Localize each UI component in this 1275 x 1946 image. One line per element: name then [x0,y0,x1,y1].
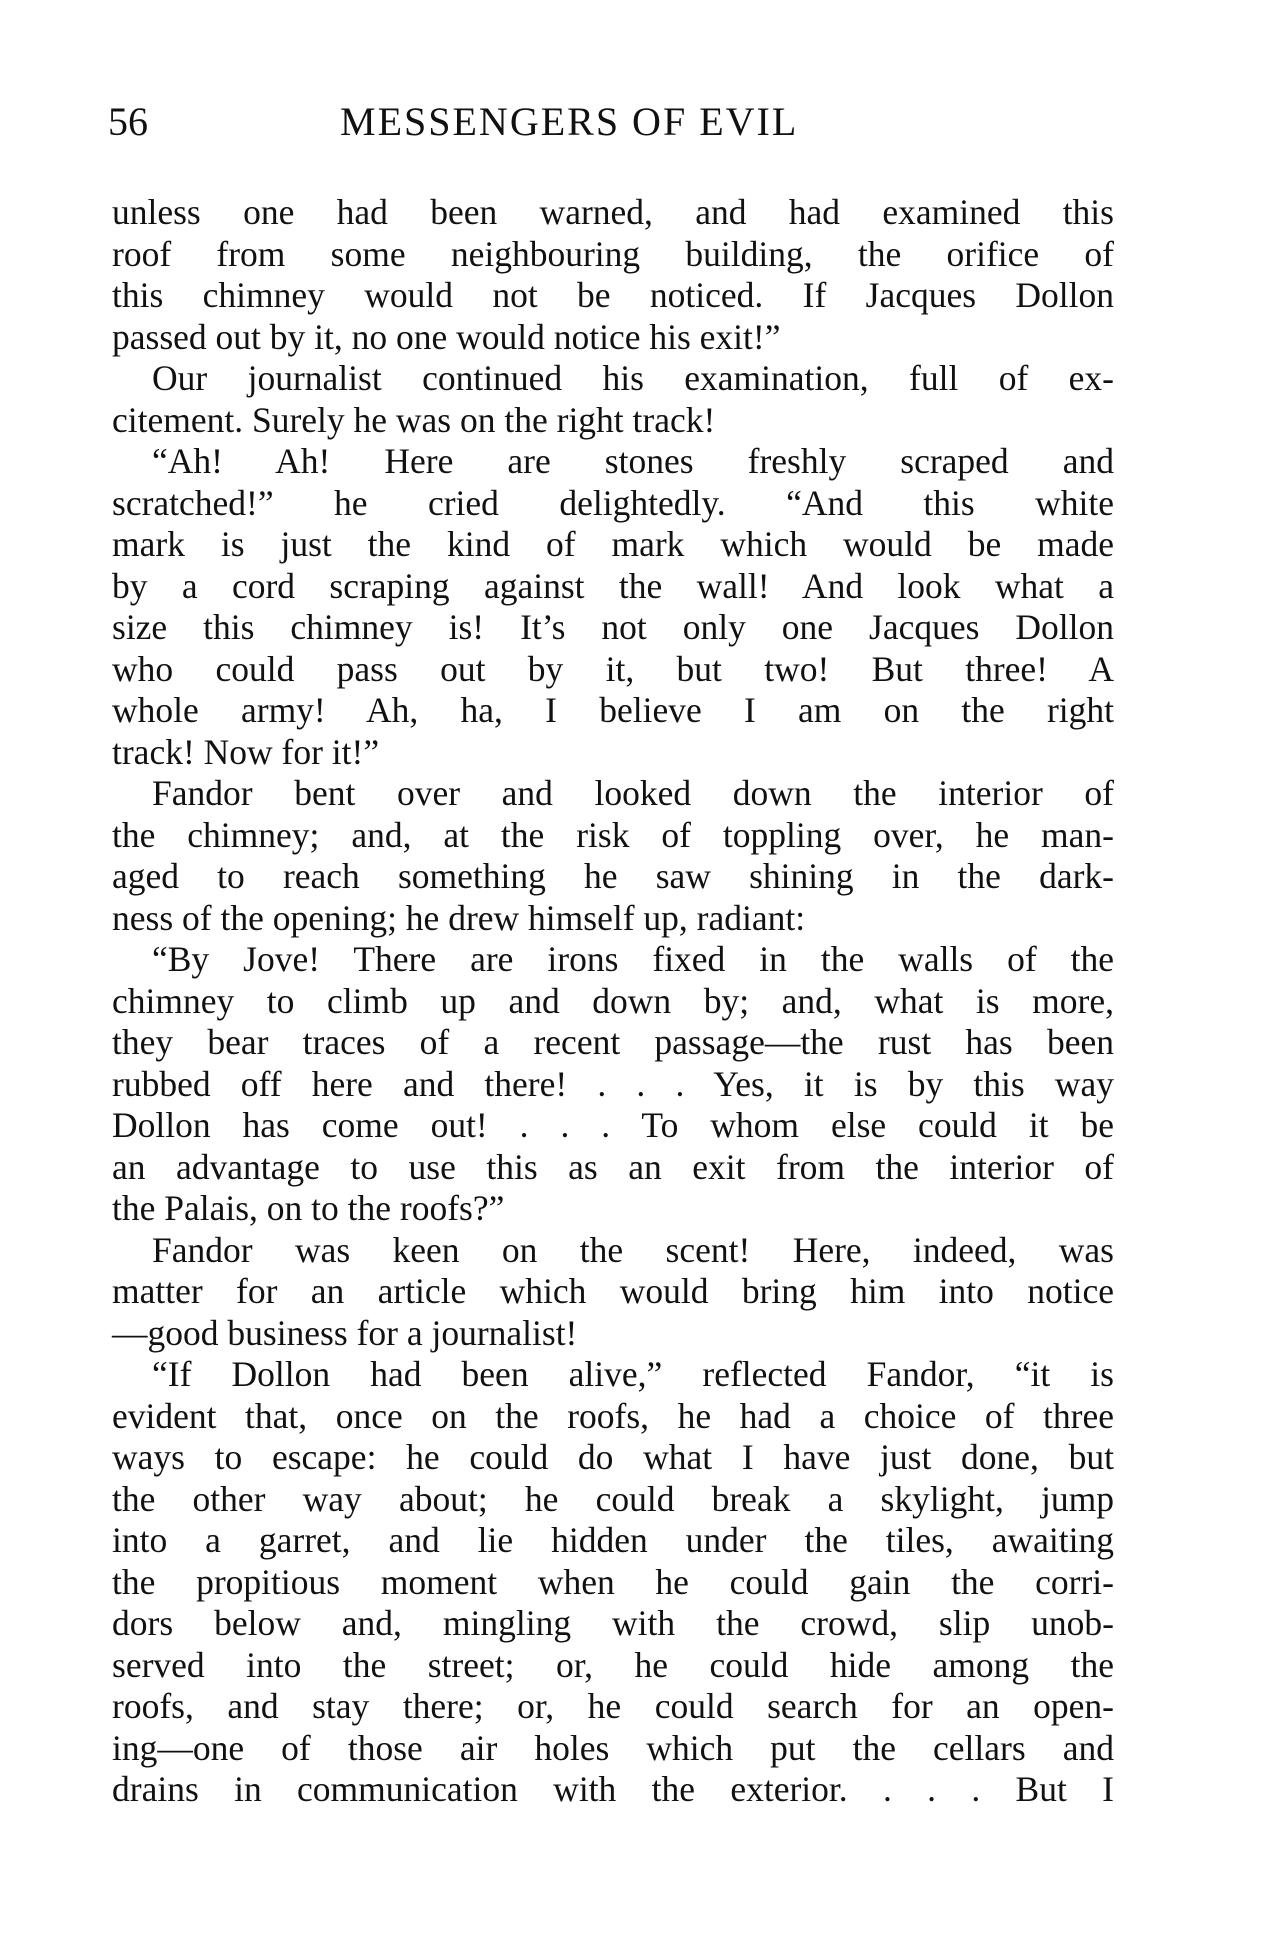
body-text [112,192,1114,1811]
running-title: MESSENGERS OF EVIL [340,99,799,144]
text-line: aged to reach something he saw shining in the dark- [112,856,1114,896]
text-line: dors below and, mingling with the crowd, slip unob- [112,1603,1114,1643]
page-header [108,92,1118,152]
text-line: served into the street; or, he could hide among the [112,1644,1114,1685]
text-line: by a cord scraping against the wall! And look what a [112,565,1114,606]
text-line: ing—one of those air holes which put the cellars and [112,1727,1114,1768]
text-line: chimney to climb up and down by; and, what is more, [112,980,1114,1021]
text-line: ways to escape: he could do what I have just done, but [112,1437,1114,1477]
text-line: an advantage to use this as an exit from the interior of [112,1146,1114,1187]
text-line: whole army! Ah, ha, I believe I am on the right [112,690,1114,730]
text-line: drains in communication with the exterior. . . . But I [112,1769,1114,1809]
page-number: 56 [108,99,148,144]
text-line: into a garret, and lie hidden under the tiles, awaiting [112,1520,1114,1560]
text-line: “By Jove! There are irons fixed in the walls of the [152,939,1114,979]
text-line: roofs, and stay there; or, he could search for an open- [112,1686,1114,1726]
text-line: Our journalist continued his examination, full of ex- [152,358,1114,398]
text-line: this chimney would not be noticed. If Jacques Dollon [112,275,1114,315]
text-line: the chimney; and, at the risk of toppling over, he man- [112,814,1114,855]
text-line: Fandor bent over and looked down the interior of [152,773,1114,813]
text-line: passed out by it, no one would notice his exit!” [112,316,781,357]
text-line: the other way about; he could break a skylight, jump [112,1478,1114,1519]
text-line: citement. Surely he was on the right track! [112,399,716,440]
text-line: ness of the opening; he drew himself up, radiant: [112,897,806,938]
text-line: who could pass out by it, but two! But three! A [112,648,1114,689]
text-line: unless one had been warned, and had examined this [112,192,1114,232]
text-line: track! Now for it!” [112,731,380,772]
text-line: rubbed off here and there! . . . Yes, it is by this way [112,1063,1114,1104]
text-line: they bear traces of a recent passage—the rust has been [112,1022,1114,1062]
text-line: “If Dollon had been alive,” reflected Fandor, “it is [152,1354,1114,1394]
text-line: size this chimney is! It’s not only one Jacques Dollon [112,607,1114,647]
text-line: matter for an article which would bring him into notice [112,1271,1114,1311]
text-line: scratched!” he cried delightedly. “And this white [112,482,1114,523]
text-line: the Palais, on to the roofs?” [112,1188,505,1228]
text-line: Fandor was keen on the scent! Here, indeed, was [152,1229,1114,1270]
text-line: the propitious moment when he could gain the corri- [112,1561,1114,1602]
text-line: —good business for a journalist! [112,1312,578,1353]
text-line: “Ah! Ah! Here are stones freshly scraped and [152,441,1114,481]
text-line: roof from some neighbouring building, the orifice of [112,233,1114,274]
text-line: evident that, once on the roofs, he had a choice of three [112,1395,1114,1436]
text-line: mark is just the kind of mark which would be made [112,524,1114,564]
text-line: Dollon has come out! . . . To whom else could it be [112,1105,1114,1145]
